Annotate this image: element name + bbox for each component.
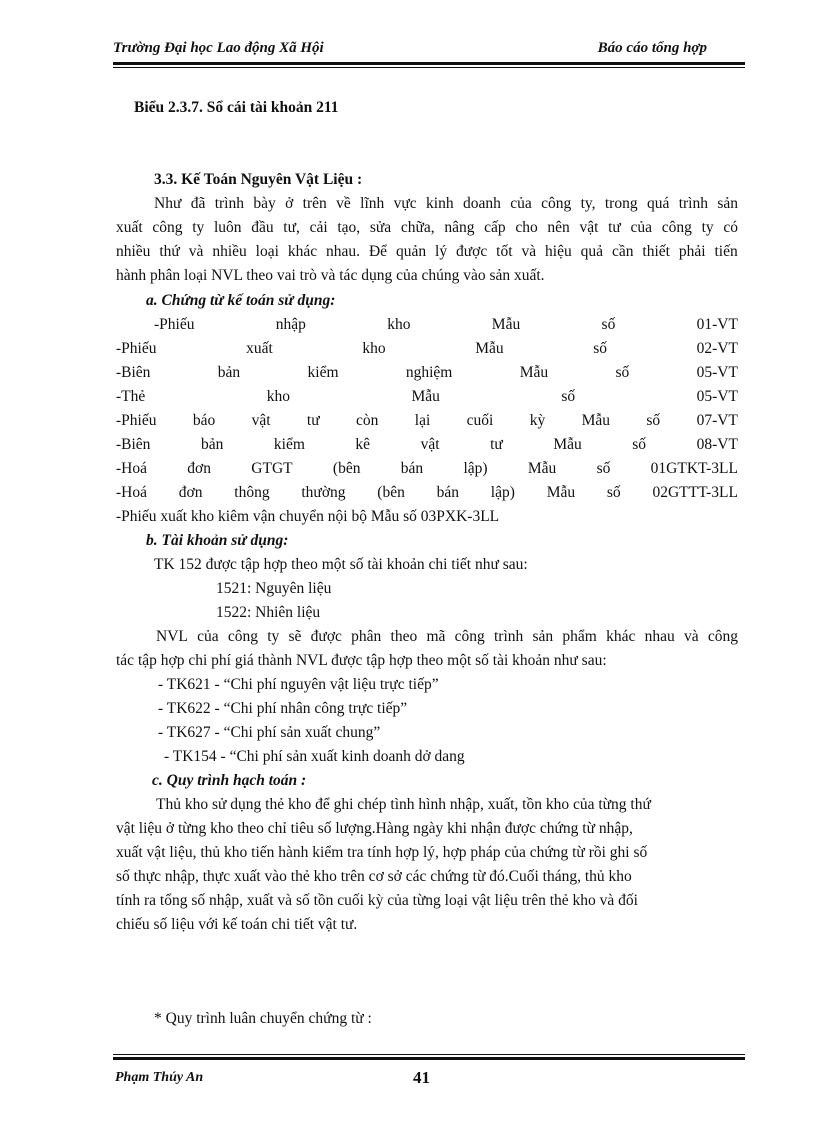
document-word: số xyxy=(601,316,616,333)
process-line: xuất vật liệu, thủ kho tiến hành kiểm tra tính hợp lý, hợp pháp của chứng từ rồi ghi số xyxy=(116,844,648,861)
document-line xyxy=(116,457,738,481)
document-word: kho xyxy=(266,388,290,405)
document-word: kiểm xyxy=(273,436,305,453)
document-word: Mẫu xyxy=(475,340,504,357)
document-word: -Biên xyxy=(116,364,151,381)
flow-note: * Quy trình luân chuyển chứng từ : xyxy=(154,1010,372,1027)
document-line-last: -Phiếu xuất kho kiêm vận chuyển nội bộ Mẫu số 03PXK-3LL xyxy=(116,508,500,525)
document-word: -Phiếu xyxy=(154,316,195,333)
nvl-line: tác tập hợp chi phí giá thành NVL được tập hợp theo một số tài khoản như sau: xyxy=(116,652,607,669)
nvl-line: NVL của công ty sẽ được phân theo mã công trình sản phẩm khác nhau và công xyxy=(156,628,738,645)
page-header xyxy=(113,38,745,62)
header-school: Trường Đại học Lao động Xã Hội xyxy=(113,40,324,56)
section-title: 3.3. Kế Toán Nguyên Vật Liệu : xyxy=(154,171,363,188)
document-word: kê xyxy=(355,436,371,453)
document-word: -Biên xyxy=(116,436,151,453)
document-line xyxy=(116,361,738,385)
account-item: - TK154 - “Chi phí sản xuất kinh doanh dở dang xyxy=(164,748,465,765)
document-word: Mẫu xyxy=(411,388,440,405)
tk-item: 1521: Nguyên liệu xyxy=(216,580,332,597)
document-word: thường xyxy=(301,484,346,501)
document-word: số xyxy=(632,436,647,453)
document-word: lập) xyxy=(463,460,488,477)
document-line xyxy=(154,313,738,337)
document-line xyxy=(116,433,738,457)
document-word: Mẫu xyxy=(581,412,611,429)
document-line xyxy=(116,385,738,409)
document-word: đơn xyxy=(178,484,203,501)
process-line: chiếu số liệu với kế toán chi tiết vật tư. xyxy=(116,916,358,933)
document-word: -Phiếu xyxy=(116,340,157,357)
document-word: báo xyxy=(192,412,216,429)
tk-intro: TK 152 được tập hợp theo một số tài khoản chi tiết như sau: xyxy=(154,556,528,573)
document-word: bản xyxy=(217,364,241,381)
document-word: 02GTTT-3LL xyxy=(652,484,738,501)
document-word: số xyxy=(596,460,611,477)
document-word: -Thẻ xyxy=(116,388,146,405)
document-word: số xyxy=(606,484,621,501)
document-word: Mẫu xyxy=(491,316,521,333)
process-line: tính ra tổng số nhập, xuất và số tồn cuối kỳ của từng loại vật liệu trên thẻ kho và đối xyxy=(116,892,638,909)
header-rule-thick xyxy=(113,62,745,65)
document-word: -Phiếu xyxy=(116,412,157,429)
document-word: tư xyxy=(306,412,320,429)
page-number: 41 xyxy=(413,1068,430,1087)
document-word: 05-VT xyxy=(696,364,738,381)
document-word: đơn xyxy=(187,460,211,477)
document-word: 05-VT xyxy=(696,388,738,405)
document-word: lập) xyxy=(490,484,515,501)
document-word: bán xyxy=(400,460,424,477)
account-item: - TK622 - “Chi phí nhân công trực tiếp” xyxy=(158,700,408,717)
document-word: nhập xyxy=(275,316,306,333)
footer-rule-thick xyxy=(113,1057,745,1060)
process-line: Thủ kho sử dụng thẻ kho để ghi chép tình hình nhập, xuất, tồn kho của từng thứ xyxy=(156,796,651,813)
document-word: kỳ xyxy=(529,412,546,429)
document-word: tư xyxy=(490,436,503,453)
subheading-c: c. Quy trình hạch toán : xyxy=(152,772,307,789)
document-word: cuối xyxy=(466,412,494,429)
header-report-title: Báo cáo tổng hợp xyxy=(597,40,707,56)
document-word: -Hoá xyxy=(116,484,147,501)
document-word: lại xyxy=(414,412,431,429)
tk-item: 1522: Nhiên liệu xyxy=(216,604,321,621)
subheading-b: b. Tài khoản sử dụng: xyxy=(146,532,289,549)
document-word: Mẫu xyxy=(527,460,557,477)
document-word: nghiệm xyxy=(405,364,453,381)
document-word: -Hoá xyxy=(116,460,147,477)
document-line xyxy=(116,481,738,505)
document-word: kiểm xyxy=(307,364,339,381)
document-word: 01GTKT-3LL xyxy=(650,460,738,477)
document-word: kho xyxy=(387,316,411,333)
document-word: vật xyxy=(251,412,271,429)
subheading-a: a. Chứng từ kế toán sử dụng: xyxy=(146,292,336,309)
footer-rule-thin xyxy=(113,1054,745,1055)
document-word: vật xyxy=(420,436,440,453)
header-rule-thin xyxy=(113,67,745,68)
document-word: còn xyxy=(356,412,379,429)
document-word: bán xyxy=(436,484,460,501)
document-word: Mẫu xyxy=(546,484,576,501)
document-word: (bên xyxy=(332,460,361,477)
document-word: thông xyxy=(234,484,270,501)
document-word: Mẫu xyxy=(519,364,549,381)
footer-author: Phạm Thúy An xyxy=(115,1070,204,1085)
document-word: số xyxy=(593,340,608,357)
intro-line: hành phân loại NVL theo vai trò và tác dụng của chúng vào sản xuất. xyxy=(116,267,545,284)
document-word: 07-VT xyxy=(696,412,738,429)
document-word: GTGT xyxy=(251,460,293,477)
account-item: - TK621 - “Chi phí nguyên vật liệu trực tiếp” xyxy=(158,676,439,693)
process-line: vật liệu ở từng kho theo chỉ tiêu số lượng.Hàng ngày khi nhận được chứng từ nhập, xyxy=(116,820,633,837)
document-word: xuất xyxy=(246,340,273,357)
document-word: kho xyxy=(362,340,386,357)
intro-line: xuất công ty luôn đầu tư, cải tạo, sửa chữa, nâng cấp cho nên vật tư của công ty có xyxy=(116,219,738,236)
document-word: số xyxy=(615,364,630,381)
document-word: bản xyxy=(200,436,224,453)
caption: Biểu 2.3.7. Sổ cái tài khoản 211 xyxy=(134,99,339,116)
document-word: 01-VT xyxy=(696,316,738,333)
intro-line: Như đã trình bày ở trên về lĩnh vực kinh doanh của công ty, trong quá trình sản xyxy=(154,195,738,212)
document-word: số xyxy=(646,412,661,429)
document-word: Mẫu xyxy=(553,436,582,453)
process-line: số thực nhập, thực xuất vào thẻ kho trên cơ sở các chứng từ đó.Cuối tháng, thủ kho xyxy=(116,868,632,885)
document-line xyxy=(116,409,738,433)
page-footer xyxy=(113,1062,745,1102)
document-word: số xyxy=(561,388,576,405)
intro-line: nhiều thứ và nhiều loại khác nhau. Để quản lý được tốt và hiệu quả cần thiết phải tiến xyxy=(116,243,738,260)
document-word: 02-VT xyxy=(696,340,738,357)
account-item: - TK627 - “Chi phí sản xuất chung” xyxy=(158,724,381,741)
document-line xyxy=(116,337,738,361)
document-word: (bên xyxy=(377,484,405,501)
document-word: 08-VT xyxy=(696,436,738,453)
